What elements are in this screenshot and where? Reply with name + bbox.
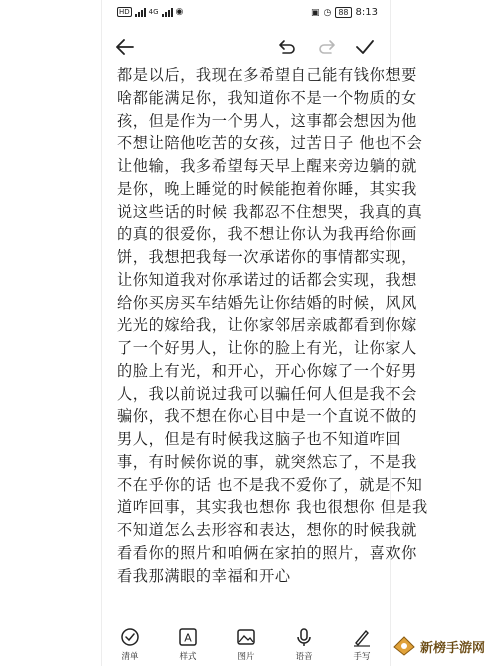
note-line: 不知道怎么去形容和表达，想你的时候我就 (117, 521, 417, 539)
checklist-label: 清单 (121, 652, 139, 662)
wifi-icon: ◉ (175, 7, 184, 17)
save-button[interactable] (352, 34, 378, 60)
watermark (392, 634, 492, 658)
svg-text:A: A (184, 631, 192, 645)
note-line: 是你，晚上睡觉的时候能抱着你睡，其实我 (117, 179, 417, 198)
note-line: 了一个好男人，让你的脸上有光，让你家人 (117, 339, 417, 357)
undo-button[interactable] (274, 34, 300, 60)
note-line: 不在乎你的话 也不是我不爱你了，就是不知 (117, 475, 423, 494)
note-line: 人，我以前说过我可以骗任何人但是我不会 (117, 384, 417, 403)
note-line: 看我那满眼的幸福和开心 (117, 566, 291, 585)
handwriting-icon (352, 627, 372, 647)
bottom-toolbar (102, 622, 390, 666)
signal-icon-2 (162, 8, 173, 17)
note-line: 都是以后，我现在多希望自己能有钱你想要 (117, 66, 417, 84)
signal-icon (135, 8, 146, 17)
image-icon (236, 627, 256, 647)
phone-screen (102, 0, 428, 666)
note-line: 说这些话的时候 我都忍不住想哭，我真的真 (117, 202, 423, 221)
note-line: 光光的嫁给我，让你家邻居亲戚都看到你嫁 (117, 316, 417, 335)
microphone-icon (294, 627, 314, 647)
note-body[interactable] (117, 64, 428, 587)
note-line: 骗你，我不想在你心目中是一个直说不做的 (117, 407, 417, 426)
battery-icon: 88 (335, 7, 351, 18)
note-line: 男人，但是有时候我这脑子也不知道咋回 (117, 430, 402, 448)
checkmark-icon (355, 37, 375, 57)
image-label: 图片 (237, 652, 255, 662)
note-line: 饼，我想把我每一次承诺你的事情都实现， (117, 248, 417, 266)
note-line: 孩，但是作为一个男人，这事都会想因为他 (117, 111, 417, 130)
hd-indicator: HD (119, 8, 130, 16)
redo-icon (317, 37, 337, 57)
text-style-label: 样式 (179, 652, 197, 662)
status-bar (102, 0, 390, 26)
back-arrow-icon (115, 37, 135, 57)
network-type: 4G (148, 8, 159, 16)
note-line: 让你知道我对你承诺过的话都会实现，我想 (117, 270, 417, 289)
voice-button[interactable] (280, 626, 328, 662)
note-line: 让他输，我多希望每天早上醒来旁边躺的就 (117, 157, 417, 175)
checklist-button[interactable] (106, 626, 154, 662)
text-style-icon (178, 627, 198, 647)
note-line: 的真的很爱你，我不想让你认为我再给你画 (117, 225, 417, 244)
note-line: 不想让陪他吃苦的女孩，过苦日子 他也不会 (117, 134, 423, 153)
note-line: 事，有时候你说的事，就突然忘了，不是我 (117, 452, 417, 471)
checklist-icon (120, 627, 140, 647)
watermark-logo-icon (392, 635, 416, 657)
text-style-button[interactable] (164, 626, 212, 662)
alarm-icon: ◷ (323, 7, 332, 18)
redo-button[interactable] (314, 34, 340, 60)
undo-icon (277, 37, 297, 57)
note-line: 看看你的照片和咱俩在家拍的照片，喜欢你 (117, 543, 417, 562)
watermark-text: 新榜手游网 (420, 640, 486, 656)
voice-label: 语音 (295, 652, 313, 662)
vibrate-icon: ▣ (310, 7, 320, 18)
image-button[interactable] (222, 626, 270, 662)
clock: 8:13 (355, 7, 378, 18)
back-button[interactable] (112, 34, 138, 60)
editor-toolbar (102, 30, 390, 64)
handwriting-label: 手写 (353, 652, 371, 662)
note-line: 啥都能满足你，我知道你不是一个物质的女 (117, 88, 417, 107)
handwriting-button[interactable] (338, 626, 386, 662)
note-line: 的脸上有光，和开心，开心你嫁了一个好男 (117, 361, 417, 380)
note-line: 给你买房买车结婚先让你结婚的时候，风风 (117, 293, 417, 312)
note-line: 道咋回事，其实我也想你 我也很想你 但是我 (117, 498, 428, 517)
